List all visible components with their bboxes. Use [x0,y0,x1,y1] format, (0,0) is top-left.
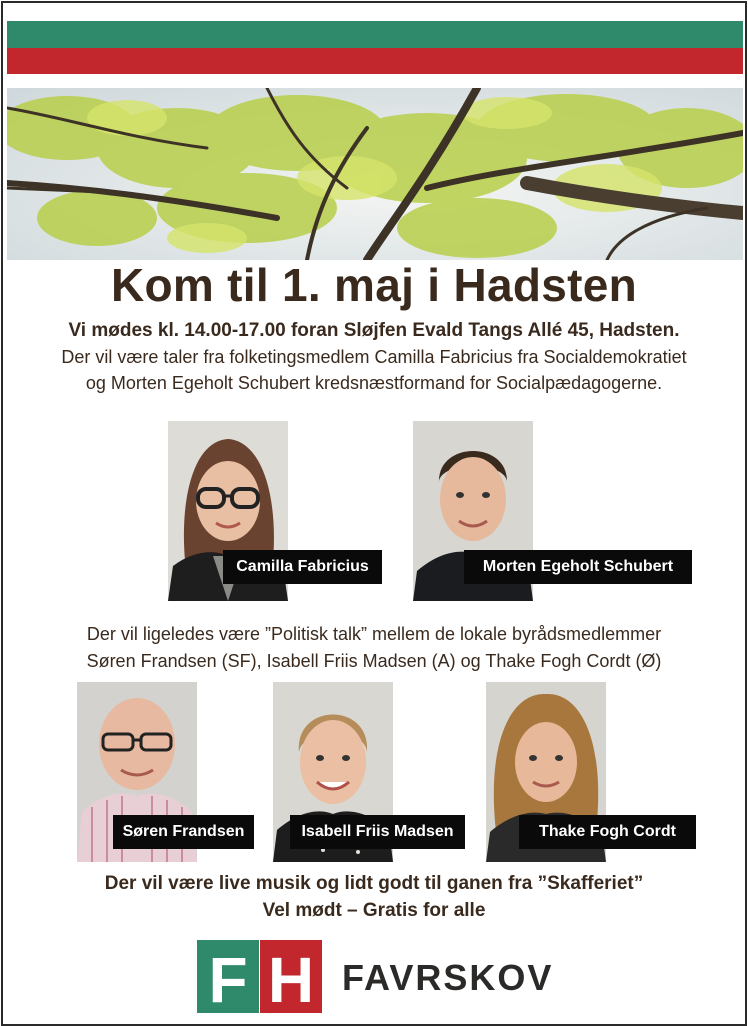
closing-text: Vel mødt – Gratis for alle [262,900,486,921]
tree-canopy-image [7,88,743,260]
member-caption-thake: Thake Fogh Cordt [519,815,696,849]
logo-wordmark: FAVRSKOV [342,957,554,998]
green-stripe [7,21,743,48]
member-caption-soren: Søren Frandsen [113,815,254,849]
meeting-info: Vi mødes kl. 14.00-17.00 foran Sløjfen Evald Tangs Allé 45, Hadsten. [68,320,680,341]
svg-text:H: H [267,944,315,1013]
speaker-caption-camilla: Camilla Fabricius [223,550,382,584]
svg-text:F: F [208,944,248,1013]
page-title: Kom til 1. maj i Hadsten [110,259,638,311]
politisk-talk-text-1: Der vil ligeledes være ”Politisk talk” mellem de lokale byrådsmedlemmer [86,624,662,644]
politisk-talk-text-2: Søren Frandsen (SF), Isabell Friis Madsen (A) og Thake Fogh Cordt (Ø) [86,651,662,671]
red-stripe [7,48,743,74]
music-text: Der vil være live musik og lidt godt til ganen fra ”Skafferiet” [104,873,644,894]
fh-logo-icon [197,940,322,1013]
speaker-caption-morten: Morten Egeholt Schubert [464,550,692,584]
speakers-text-1: Der vil være taler fra folketingsmedlem Camilla Fabricius fra Socialdemokratiet [61,347,687,367]
speakers-text-2: og Morten Egeholt Schubert kredsnæstformand for Socialpædagogerne. [85,373,663,393]
member-caption-isabell: Isabell Friis Madsen [290,815,465,849]
